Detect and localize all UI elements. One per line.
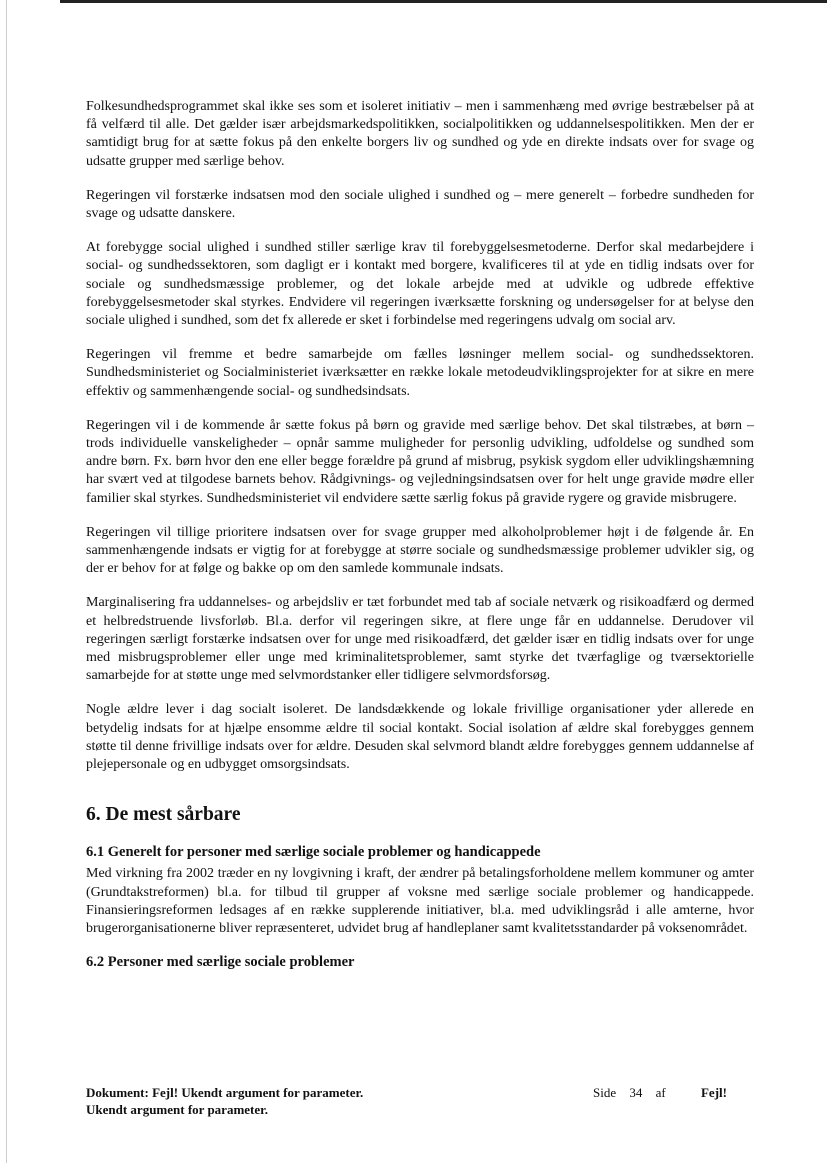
footer-doc-line: Dokument: Fejl! Ukendt argument for parameter. (86, 1085, 364, 1100)
paragraph: Regeringen vil forstærke indsatsen mod den sociale ulighed i sundhed og – mere generelt – forbedre sundheden for svage og udsatte danskere. (86, 187, 754, 222)
scan-top-edge (60, 0, 827, 3)
side-label: Side (593, 1085, 617, 1100)
page-number: 34 (629, 1085, 643, 1100)
paragraph: Marginalisering fra uddannelses- og arbejdsliv er tæt forbundet med tab af sociale netværk og risikoadfærd og dermed et helbredstruende livsforløb. Bl.a. derfor vil regeringen sikre, at flere unge får en uddannelse. Derudover vil regeringen særligt forstærke indsatsen over for unge med risikoadfærd, det gælder især en tidlig indsats over for unge med misbrugsproblemer eller unge med kriminalitetsproblemer, samt styrke det tværfaglige og tværsektorielle samarbejde for at støtte unge med selvmordstanker eller tidligere selvmordsforsøg. (86, 595, 754, 684)
footer-doc-line: Ukendt argument for parameter. (86, 1102, 268, 1117)
footer-page-info (593, 1084, 737, 1101)
paragraph: Nogle ældre lever i dag socialt isoleret. De landsdækkende og lokale frivillige organisationer yder allerede en betydelig indsats for at hjælpe ensomme ældre til social kontakt. Social isolation af ældre skal forebygges gennem støtte til denne frivillige indsats over for ældre. Desuden skal selvmord blandt ældre forebygges gennem uddannelse af plejepersonale og en udbygget omsorgsindsats. (86, 702, 754, 773)
scan-left-edge (6, 0, 7, 1163)
subsection-heading: 6.2 Personer med særlige sociale problemer (86, 954, 355, 971)
paragraph: Regeringen vil tillige prioritere indsatsen over for svage grupper med alkoholproblemer højt i de følgende år. En sammenhængende indsats er vigtig for at forebygge at større sociale og sundhedsmæssige problemer udvikler sig, og der er behov for at følge og bakke op om den samlede kommunale indsats. (86, 524, 754, 577)
paragraph: Folkesundhedsprogrammet skal ikke ses som et isoleret initiativ – men i sammenhæng med øvrige bestræbelser på at få velfærd til alle. Det gælder især arbejdsmarkedspolitikken, socialpolitikken og uddannelsespolitikken. Men der er samtidigt brug for at sætte fokus på den enkelte borgers liv og sundhed og yde en direkte indsats over for svage og udsatte grupper med særlige behov. (86, 99, 754, 169)
section-heading: 6. De mest sårbare (86, 804, 241, 826)
paragraph: At forebygge social ulighed i sundhed stiller særlige krav til forebyggelsesmetoderne. Derfor skal medarbejdere i social- og sundhedssektoren, som dagligt er i kontakt med borgere, kvalificeres til at yde en tidlig indsats over for sociale og sundhedsmæssige problemer, og det lokale arbejde med at udvikle og udbrede effektive forebyggelsesmetoder skal styrkes. Endvidere vil regeringen iværksætte forskning og undersøgelser for at belyse den sociale ulighed i sundhed, som det fx allerede er sket i forbindelse med regeringens udvalg om social arv. (86, 240, 754, 329)
paragraph: Regeringen vil i de kommende år sætte fokus på børn og gravide med særlige behov. Det skal tilstræbes, at børn – trods individuelle vanskeligheder – opnår samme muligheder for personlig udvikling, udfoldelse og sundhed som andre børn. Fx. børn hvor den ene eller begge forældre på grund af misbrug, psykisk sygdom eller udviklingshæmning har svært ved at tilgodese barnets behov. Rådgivnings- og vejledningsindsatsen over for helt unge gravide mødre eller familier skal styrkes. Sundhedsministeriet vil endvidere sætte særlig fokus på gravide rygere og gravide misbrugere. (86, 417, 754, 506)
paragraph: Regeringen vil fremme et bedre samarbejde om fælles løsninger mellem social- og sundhedssektoren. Sundhedsministeriet og Socialministeriet iværksætter en række lokale metodeudviklingsprojekter for at sikre en mere effektiv og sammenhængende social- og sundhedsindsats. (86, 347, 754, 399)
page-body (86, 98, 754, 971)
paragraph: Med virkning fra 2002 træder en ny lovgivning i kraft, der ændrer på betalingsforholdene mellem kommuner og amter (Grundtakstreformen) bl.a. for tilbud til grupper af voksne med særlige sociale problemer og handicappede. Finansieringsreformen ledsages af en række supplerende initiativer, bl.a. med udviklingsråd i alle amterne, hvor brugerorganisationerne bliver repræsenteret, udvidet brug af handleplaner samt kvalitetsstandarder på voksenområdet. (86, 866, 754, 936)
af-label: af (655, 1085, 666, 1100)
subsection-heading: 6.1 Generelt for personer med særlige sociale problemer og handicappede (86, 844, 541, 861)
page-total: Fejl! (700, 1085, 727, 1100)
footer-document-info (86, 1084, 466, 1118)
